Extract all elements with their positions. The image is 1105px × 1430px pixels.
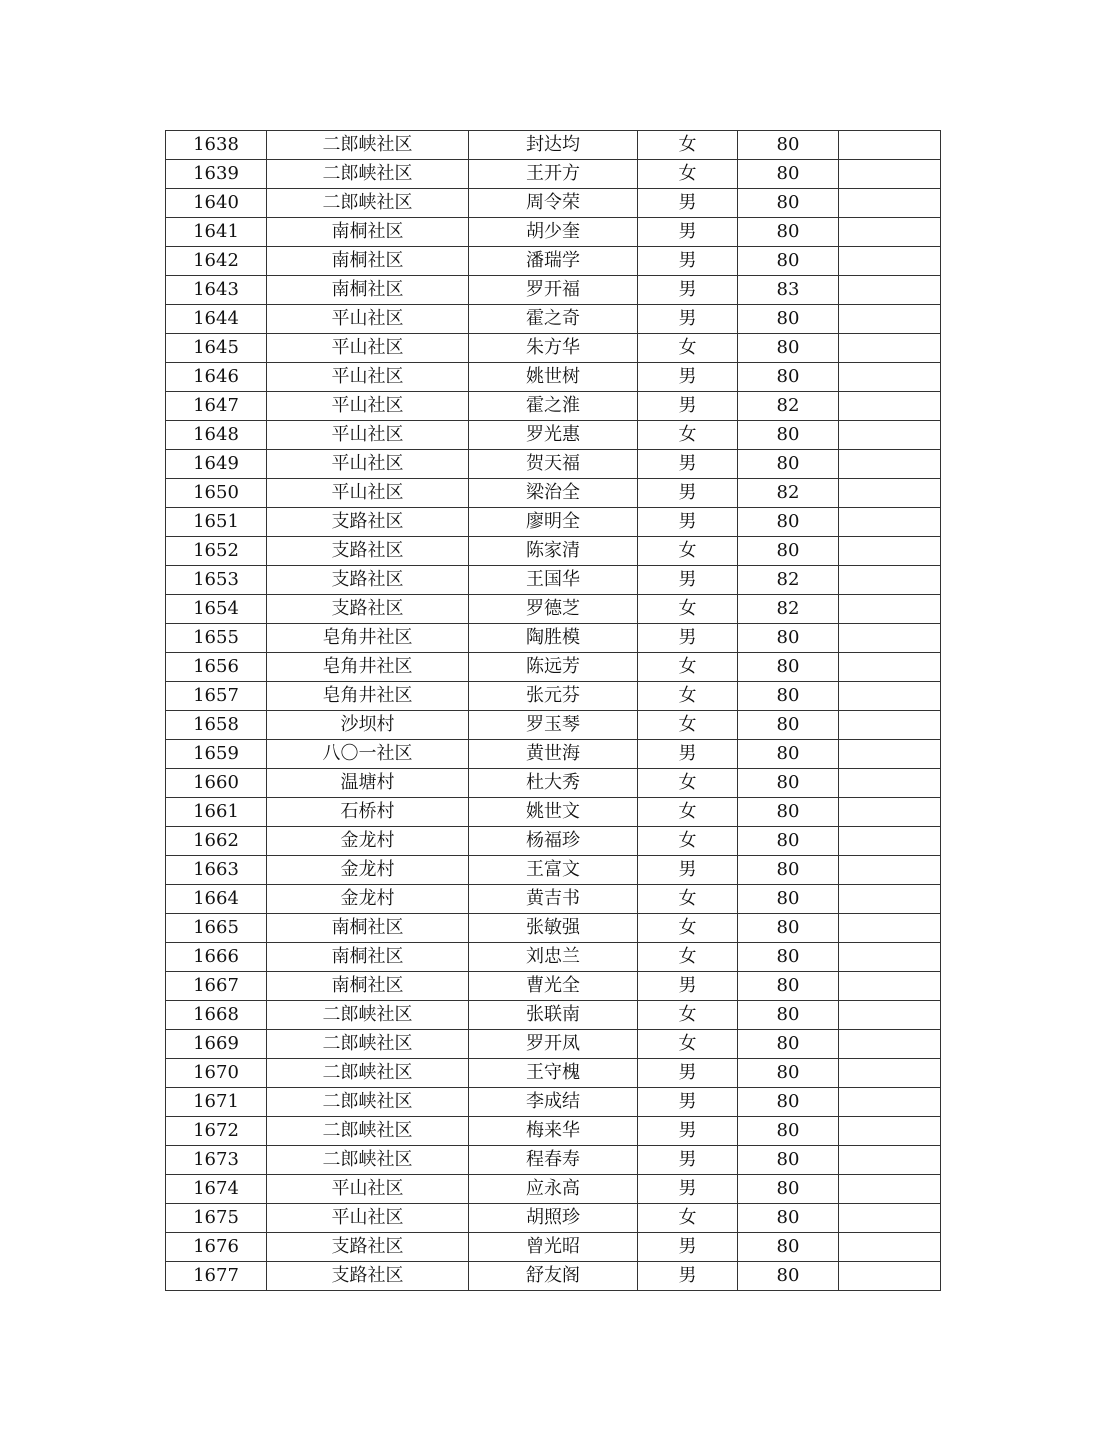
gender-cell: 男: [638, 276, 738, 305]
serial-number-cell: 1665: [166, 914, 267, 943]
serial-number-cell: 1669: [166, 1030, 267, 1059]
table-row: [166, 1088, 941, 1117]
community-cell: 金龙村: [267, 827, 469, 856]
gender-cell: 男: [638, 624, 738, 653]
gender-cell: 女: [638, 1001, 738, 1030]
table-row: [166, 1233, 941, 1262]
name-cell: 梁治全: [469, 479, 638, 508]
gender-cell: 男: [638, 1059, 738, 1088]
roster-table-body: [166, 131, 941, 1291]
age-cell: 80: [738, 305, 839, 334]
table-row: [166, 1262, 941, 1291]
gender-cell: 男: [638, 1146, 738, 1175]
age-cell: 83: [738, 276, 839, 305]
remarks-cell: [839, 798, 941, 827]
age-cell: 80: [738, 1146, 839, 1175]
table-row: [166, 131, 941, 160]
serial-number-cell: 1646: [166, 363, 267, 392]
remarks-cell: [839, 131, 941, 160]
remarks-cell: [839, 1088, 941, 1117]
remarks-cell: [839, 218, 941, 247]
serial-number-cell: 1641: [166, 218, 267, 247]
remarks-cell: [839, 856, 941, 885]
name-cell: 杜大秀: [469, 769, 638, 798]
serial-number-cell: 1658: [166, 711, 267, 740]
remarks-cell: [839, 276, 941, 305]
community-cell: 支路社区: [267, 537, 469, 566]
age-cell: 80: [738, 537, 839, 566]
table-row: [166, 479, 941, 508]
remarks-cell: [839, 305, 941, 334]
age-cell: 80: [738, 740, 839, 769]
remarks-cell: [839, 595, 941, 624]
age-cell: 80: [738, 653, 839, 682]
name-cell: 姚世树: [469, 363, 638, 392]
gender-cell: 男: [638, 247, 738, 276]
serial-number-cell: 1650: [166, 479, 267, 508]
gender-cell: 男: [638, 740, 738, 769]
remarks-cell: [839, 1030, 941, 1059]
serial-number-cell: 1666: [166, 943, 267, 972]
gender-cell: 男: [638, 972, 738, 1001]
table-row: [166, 1001, 941, 1030]
serial-number-cell: 1653: [166, 566, 267, 595]
name-cell: 黄吉书: [469, 885, 638, 914]
name-cell: 梅来华: [469, 1117, 638, 1146]
gender-cell: 男: [638, 1088, 738, 1117]
serial-number-cell: 1677: [166, 1262, 267, 1291]
age-cell: 80: [738, 624, 839, 653]
gender-cell: 女: [638, 711, 738, 740]
remarks-cell: [839, 363, 941, 392]
community-cell: 二郎峡社区: [267, 1001, 469, 1030]
community-cell: 支路社区: [267, 595, 469, 624]
age-cell: 80: [738, 711, 839, 740]
age-cell: 80: [738, 885, 839, 914]
remarks-cell: [839, 885, 941, 914]
community-cell: 南桐社区: [267, 914, 469, 943]
serial-number-cell: 1673: [166, 1146, 267, 1175]
community-cell: 沙坝村: [267, 711, 469, 740]
table-row: [166, 1146, 941, 1175]
serial-number-cell: 1638: [166, 131, 267, 160]
gender-cell: 男: [638, 189, 738, 218]
gender-cell: 女: [638, 885, 738, 914]
table-row: [166, 740, 941, 769]
serial-number-cell: 1659: [166, 740, 267, 769]
age-cell: 80: [738, 218, 839, 247]
community-cell: 二郎峡社区: [267, 1146, 469, 1175]
community-cell: 二郎峡社区: [267, 131, 469, 160]
name-cell: 霍之淮: [469, 392, 638, 421]
remarks-cell: [839, 1175, 941, 1204]
community-cell: 南桐社区: [267, 943, 469, 972]
table-row: [166, 914, 941, 943]
gender-cell: 女: [638, 334, 738, 363]
remarks-cell: [839, 160, 941, 189]
serial-number-cell: 1647: [166, 392, 267, 421]
gender-cell: 女: [638, 769, 738, 798]
age-cell: 82: [738, 479, 839, 508]
gender-cell: 女: [638, 943, 738, 972]
table-row: [166, 247, 941, 276]
remarks-cell: [839, 566, 941, 595]
serial-number-cell: 1654: [166, 595, 267, 624]
serial-number-cell: 1655: [166, 624, 267, 653]
gender-cell: 女: [638, 1030, 738, 1059]
name-cell: 霍之奇: [469, 305, 638, 334]
gender-cell: 女: [638, 537, 738, 566]
table-row: [166, 334, 941, 363]
gender-cell: 女: [638, 827, 738, 856]
serial-number-cell: 1639: [166, 160, 267, 189]
gender-cell: 女: [638, 131, 738, 160]
serial-number-cell: 1663: [166, 856, 267, 885]
gender-cell: 男: [638, 1175, 738, 1204]
age-cell: 80: [738, 508, 839, 537]
table-row: [166, 189, 941, 218]
table-row: [166, 711, 941, 740]
remarks-cell: [839, 624, 941, 653]
serial-number-cell: 1676: [166, 1233, 267, 1262]
community-cell: 二郎峡社区: [267, 1088, 469, 1117]
name-cell: 姚世文: [469, 798, 638, 827]
table-row: [166, 392, 941, 421]
table-row: [166, 276, 941, 305]
age-cell: 80: [738, 1262, 839, 1291]
name-cell: 应永高: [469, 1175, 638, 1204]
community-cell: 二郎峡社区: [267, 1030, 469, 1059]
serial-number-cell: 1657: [166, 682, 267, 711]
table-row: [166, 421, 941, 450]
gender-cell: 男: [638, 856, 738, 885]
community-cell: 平山社区: [267, 1204, 469, 1233]
table-row: [166, 537, 941, 566]
serial-number-cell: 1672: [166, 1117, 267, 1146]
remarks-cell: [839, 508, 941, 537]
serial-number-cell: 1668: [166, 1001, 267, 1030]
serial-number-cell: 1664: [166, 885, 267, 914]
name-cell: 李成结: [469, 1088, 638, 1117]
remarks-cell: [839, 972, 941, 1001]
community-cell: 平山社区: [267, 392, 469, 421]
table-row: [166, 363, 941, 392]
age-cell: 80: [738, 769, 839, 798]
age-cell: 80: [738, 914, 839, 943]
community-cell: 平山社区: [267, 363, 469, 392]
gender-cell: 女: [638, 160, 738, 189]
community-cell: 皂角井社区: [267, 624, 469, 653]
community-cell: 南桐社区: [267, 247, 469, 276]
remarks-cell: [839, 189, 941, 218]
age-cell: 80: [738, 1204, 839, 1233]
serial-number-cell: 1645: [166, 334, 267, 363]
gender-cell: 男: [638, 1233, 738, 1262]
gender-cell: 女: [638, 421, 738, 450]
community-cell: 平山社区: [267, 305, 469, 334]
community-cell: 支路社区: [267, 1262, 469, 1291]
table-row: [166, 160, 941, 189]
serial-number-cell: 1662: [166, 827, 267, 856]
community-cell: 支路社区: [267, 1233, 469, 1262]
serial-number-cell: 1670: [166, 1059, 267, 1088]
remarks-cell: [839, 334, 941, 363]
remarks-cell: [839, 1146, 941, 1175]
serial-number-cell: 1652: [166, 537, 267, 566]
age-cell: 80: [738, 1030, 839, 1059]
name-cell: 舒友阁: [469, 1262, 638, 1291]
gender-cell: 男: [638, 363, 738, 392]
community-cell: 二郎峡社区: [267, 1117, 469, 1146]
name-cell: 张敏强: [469, 914, 638, 943]
serial-number-cell: 1667: [166, 972, 267, 1001]
age-cell: 80: [738, 1059, 839, 1088]
community-cell: 平山社区: [267, 479, 469, 508]
name-cell: 杨福珍: [469, 827, 638, 856]
table-row: [166, 595, 941, 624]
serial-number-cell: 1640: [166, 189, 267, 218]
community-cell: 平山社区: [267, 450, 469, 479]
name-cell: 潘瑞学: [469, 247, 638, 276]
community-cell: 平山社区: [267, 421, 469, 450]
table-row: [166, 682, 941, 711]
remarks-cell: [839, 1059, 941, 1088]
age-cell: 80: [738, 247, 839, 276]
table-row: [166, 653, 941, 682]
name-cell: 曹光全: [469, 972, 638, 1001]
gender-cell: 女: [638, 914, 738, 943]
age-cell: 80: [738, 943, 839, 972]
serial-number-cell: 1644: [166, 305, 267, 334]
name-cell: 刘忠兰: [469, 943, 638, 972]
name-cell: 廖明全: [469, 508, 638, 537]
age-cell: 82: [738, 392, 839, 421]
roster-table: [165, 130, 941, 1291]
table-row: [166, 1030, 941, 1059]
age-cell: 80: [738, 972, 839, 1001]
table-row: [166, 450, 941, 479]
table-row: [166, 827, 941, 856]
remarks-cell: [839, 392, 941, 421]
gender-cell: 女: [638, 595, 738, 624]
community-cell: 南桐社区: [267, 972, 469, 1001]
table-row: [166, 1117, 941, 1146]
remarks-cell: [839, 1233, 941, 1262]
table-row: [166, 943, 941, 972]
community-cell: 二郎峡社区: [267, 160, 469, 189]
age-cell: 80: [738, 160, 839, 189]
community-cell: 温塘村: [267, 769, 469, 798]
serial-number-cell: 1651: [166, 508, 267, 537]
name-cell: 王富文: [469, 856, 638, 885]
age-cell: 80: [738, 1175, 839, 1204]
gender-cell: 男: [638, 508, 738, 537]
table-row: [166, 856, 941, 885]
name-cell: 朱方华: [469, 334, 638, 363]
name-cell: 周令荣: [469, 189, 638, 218]
gender-cell: 女: [638, 682, 738, 711]
name-cell: 黄世海: [469, 740, 638, 769]
remarks-cell: [839, 421, 941, 450]
age-cell: 80: [738, 363, 839, 392]
age-cell: 80: [738, 1088, 839, 1117]
community-cell: 南桐社区: [267, 276, 469, 305]
remarks-cell: [839, 653, 941, 682]
gender-cell: 男: [638, 479, 738, 508]
community-cell: 支路社区: [267, 566, 469, 595]
name-cell: 胡少奎: [469, 218, 638, 247]
age-cell: 80: [738, 421, 839, 450]
name-cell: 曾光昭: [469, 1233, 638, 1262]
serial-number-cell: 1642: [166, 247, 267, 276]
community-cell: 南桐社区: [267, 218, 469, 247]
table-row: [166, 218, 941, 247]
table-row: [166, 508, 941, 537]
table-row: [166, 1204, 941, 1233]
serial-number-cell: 1660: [166, 769, 267, 798]
age-cell: 80: [738, 450, 839, 479]
gender-cell: 男: [638, 1262, 738, 1291]
table-row: [166, 1059, 941, 1088]
age-cell: 80: [738, 1233, 839, 1262]
name-cell: 张联南: [469, 1001, 638, 1030]
name-cell: 陈家清: [469, 537, 638, 566]
serial-number-cell: 1661: [166, 798, 267, 827]
remarks-cell: [839, 682, 941, 711]
name-cell: 陈远芳: [469, 653, 638, 682]
age-cell: 80: [738, 189, 839, 218]
remarks-cell: [839, 740, 941, 769]
serial-number-cell: 1674: [166, 1175, 267, 1204]
remarks-cell: [839, 943, 941, 972]
remarks-cell: [839, 537, 941, 566]
age-cell: 80: [738, 1001, 839, 1030]
community-cell: 支路社区: [267, 508, 469, 537]
serial-number-cell: 1656: [166, 653, 267, 682]
name-cell: 罗开福: [469, 276, 638, 305]
community-cell: 石桥村: [267, 798, 469, 827]
remarks-cell: [839, 479, 941, 508]
table-row: [166, 885, 941, 914]
remarks-cell: [839, 914, 941, 943]
table-row: [166, 624, 941, 653]
community-cell: 金龙村: [267, 885, 469, 914]
gender-cell: 女: [638, 798, 738, 827]
name-cell: 王开方: [469, 160, 638, 189]
gender-cell: 男: [638, 218, 738, 247]
name-cell: 罗光惠: [469, 421, 638, 450]
community-cell: 二郎峡社区: [267, 1059, 469, 1088]
name-cell: 罗玉琴: [469, 711, 638, 740]
remarks-cell: [839, 827, 941, 856]
name-cell: 王守槐: [469, 1059, 638, 1088]
serial-number-cell: 1671: [166, 1088, 267, 1117]
name-cell: 封达均: [469, 131, 638, 160]
name-cell: 罗德芝: [469, 595, 638, 624]
serial-number-cell: 1643: [166, 276, 267, 305]
age-cell: 80: [738, 131, 839, 160]
table-row: [166, 566, 941, 595]
gender-cell: 男: [638, 566, 738, 595]
community-cell: 皂角井社区: [267, 653, 469, 682]
name-cell: 王国华: [469, 566, 638, 595]
serial-number-cell: 1648: [166, 421, 267, 450]
name-cell: 罗开凤: [469, 1030, 638, 1059]
remarks-cell: [839, 769, 941, 798]
name-cell: 贺天福: [469, 450, 638, 479]
gender-cell: 男: [638, 392, 738, 421]
gender-cell: 男: [638, 450, 738, 479]
age-cell: 82: [738, 566, 839, 595]
gender-cell: 男: [638, 1117, 738, 1146]
remarks-cell: [839, 1262, 941, 1291]
age-cell: 80: [738, 798, 839, 827]
age-cell: 80: [738, 334, 839, 363]
remarks-cell: [839, 1001, 941, 1030]
remarks-cell: [839, 450, 941, 479]
age-cell: 80: [738, 856, 839, 885]
community-cell: 八〇一社区: [267, 740, 469, 769]
name-cell: 陶胜模: [469, 624, 638, 653]
remarks-cell: [839, 1204, 941, 1233]
remarks-cell: [839, 1117, 941, 1146]
age-cell: 80: [738, 1117, 839, 1146]
remarks-cell: [839, 711, 941, 740]
community-cell: 平山社区: [267, 334, 469, 363]
name-cell: 胡照珍: [469, 1204, 638, 1233]
age-cell: 80: [738, 827, 839, 856]
community-cell: 二郎峡社区: [267, 189, 469, 218]
community-cell: 平山社区: [267, 1175, 469, 1204]
table-row: [166, 1175, 941, 1204]
age-cell: 80: [738, 682, 839, 711]
table-row: [166, 305, 941, 334]
gender-cell: 女: [638, 653, 738, 682]
name-cell: 程春寿: [469, 1146, 638, 1175]
table-row: [166, 972, 941, 1001]
age-cell: 82: [738, 595, 839, 624]
table-row: [166, 798, 941, 827]
serial-number-cell: 1649: [166, 450, 267, 479]
name-cell: 张元芬: [469, 682, 638, 711]
gender-cell: 男: [638, 305, 738, 334]
remarks-cell: [839, 247, 941, 276]
serial-number-cell: 1675: [166, 1204, 267, 1233]
table-row: [166, 769, 941, 798]
gender-cell: 女: [638, 1204, 738, 1233]
community-cell: 皂角井社区: [267, 682, 469, 711]
community-cell: 金龙村: [267, 856, 469, 885]
